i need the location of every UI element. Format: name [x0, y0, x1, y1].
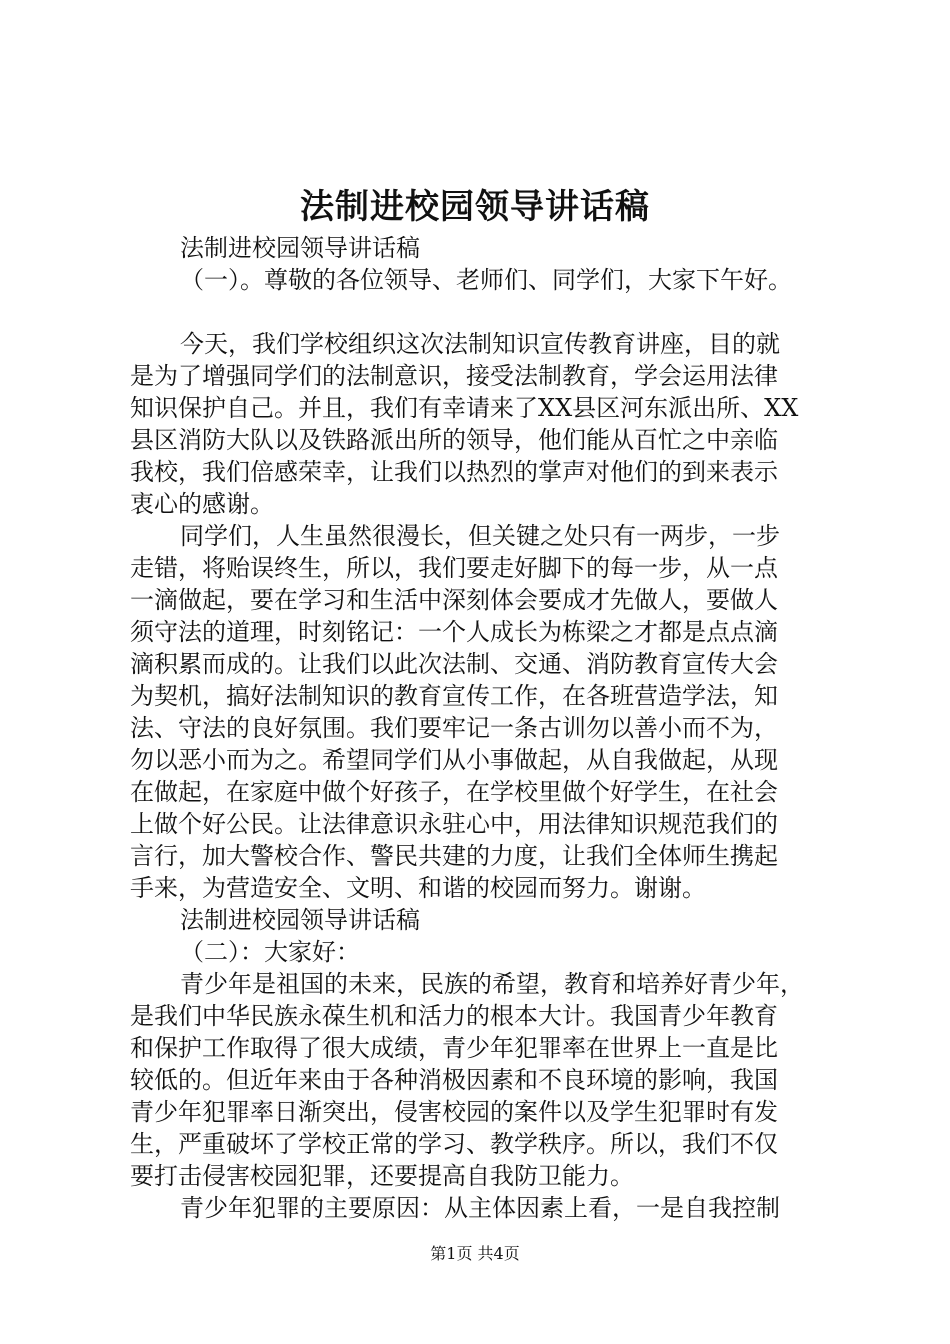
text-line: 是为了增强同学们的法制意识，接受法制教育，学会运用法律	[130, 362, 778, 390]
text-line: 在做起，在家庭中做个好孩子，在学校里做个好学生，在社会	[130, 778, 778, 806]
text-line: （二）：大家好：	[180, 938, 360, 966]
text-line: 勿以恶小而为之。希望同学们从小事做起，从自我做起，从现	[130, 746, 778, 774]
text-line: 一滴做起，要在学习和生活中深刻体会要成才先做人，要做人	[130, 586, 778, 614]
text-line: 生，严重破坏了学校正常的学习、教学秩序。所以，我们不仅	[130, 1130, 778, 1158]
text-line: 知识保护自己。并且，我们有幸请来了XX县区河东派出所、XX	[130, 394, 799, 422]
text-line: 县区消防大队以及铁路派出所的领导，他们能从百忙之中亲临	[130, 426, 778, 454]
text-line: 上做个好公民。让法律意识永驻心中，用法律知识规范我们的	[130, 810, 778, 838]
body-lines	[130, 328, 830, 1224]
text-line: 今天，我们学校组织这次法制知识宣传教育讲座，目的就	[180, 330, 780, 358]
text-line: 言行，加大警校合作、警民共建的力度，让我们全体师生携起	[130, 842, 778, 870]
page-footer: 第1页 共4页	[430, 1244, 520, 1263]
text-line: 我校，我们倍感荣幸，让我们以热烈的掌声对他们的到来表示	[130, 458, 778, 486]
text-line: 青少年犯罪率日渐突出，侵害校园的案件以及学生犯罪时有发	[130, 1098, 778, 1126]
intro-lines	[130, 232, 830, 296]
text-line: 青少年犯罪的主要原因：从主体因素上看，一是自我控制	[180, 1194, 780, 1222]
text-line: 较低的。但近年来由于各种消极因素和不良环境的影响，我国	[130, 1066, 778, 1094]
text-line: 和保护工作取得了很大成绩，青少年犯罪率在世界上一直是比	[130, 1034, 778, 1062]
text-line: 青少年是祖国的未来，民族的希望，教育和培养好青少年，	[180, 970, 804, 998]
text-line: 走错，将贻误终生，所以，我们要走好脚下的每一步，从一点	[130, 554, 778, 582]
document-body	[130, 232, 830, 1224]
text-line: 是我们中华民族永葆生机和活力的根本大计。我国青少年教育	[130, 1002, 778, 1030]
paragraph-gap	[130, 296, 830, 328]
text-line: （一）。尊敬的各位领导、老师们、同学们，大家下午好。	[180, 266, 792, 294]
text-line: 须守法的道理，时刻铭记：一个人成长为栋梁之才都是点点滴	[130, 618, 778, 646]
text-line: 法、守法的良好氛围。我们要牢记一条古训勿以善小而不为，	[130, 714, 778, 742]
text-line: 法制进校园领导讲话稿	[180, 906, 420, 934]
document-title: 法制进校园领导讲话稿	[300, 187, 650, 227]
text-line: 手来，为营造安全、文明、和谐的校园而努力。谢谢。	[130, 874, 706, 902]
text-line: 要打击侵害校园犯罪，还要提高自我防卫能力。	[130, 1162, 634, 1190]
text-line: 衷心的感谢。	[130, 490, 274, 518]
text-line: 法制进校园领导讲话稿	[180, 234, 420, 262]
text-line: 为契机，搞好法制知识的教育宣传工作，在各班营造学法，知	[130, 682, 778, 710]
text-line: 同学们，人生虽然很漫长，但关键之处只有一两步，一步	[180, 522, 780, 550]
text-line: 滴积累而成的。让我们以此次法制、交通、消防教育宣传大会	[130, 650, 778, 678]
